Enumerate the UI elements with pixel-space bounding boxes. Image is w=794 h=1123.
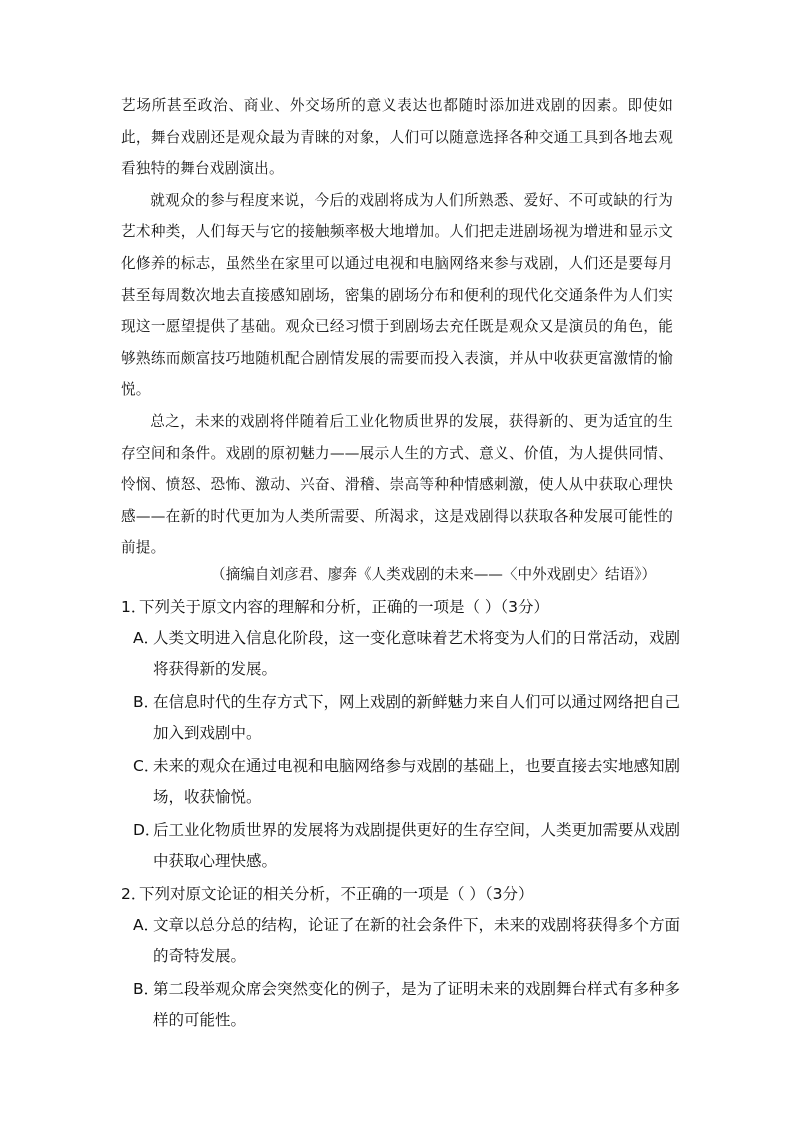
option-text: 第二段举观众席会突然变化的例子，是为了证明未来的戏剧舞台样式有多种多样的可能性。 xyxy=(153,980,681,1029)
option-b[interactable] xyxy=(133,974,681,1036)
passage-paragraph-1: 艺场所甚至政治、商业、外交场所的意义表达也都随时添加进戏剧的因素。即使如此，舞台戏剧还是观众最为青睐的对象，人们可以随意选择各种交通工具到各地去观看独特的舞台戏剧演出。 xyxy=(121,97,673,178)
option-a[interactable] xyxy=(133,910,681,972)
passage-paragraph-3: 总之，未来的戏剧将伴随着后工业化物质世界的发展，获得新的、更为适宜的生存空间和条件。戏剧的原初魅力——展示人生的方式、意义、价值，为人提供同情、怜悯、愤怒、恐怖、激动、兴奋、滑稽、崇高等种种情感刺激，使人从中获取心理快感——在新的时代更加为人类所需要、所渴求，这是戏剧得以获取各种发展可能性的前提。 xyxy=(121,412,673,557)
question-number: 2． xyxy=(121,885,147,903)
option-c[interactable] xyxy=(133,751,681,813)
reading-passage xyxy=(121,90,673,564)
question-stem xyxy=(121,592,681,623)
option-letter: A． xyxy=(133,916,160,934)
option-d[interactable] xyxy=(133,815,681,877)
question-stem xyxy=(121,879,681,910)
option-text: 在信息时代的生存方式下，网上戏剧的新鲜魅力来自人们可以通过网络把自己加入到戏剧中。 xyxy=(153,693,681,742)
question-list xyxy=(121,592,681,1038)
option-letter: D． xyxy=(133,821,161,839)
passage-source: （摘编自刘彦君、廖奔《人类戏剧的未来——〈中外戏剧史〉结语》） xyxy=(211,566,657,583)
option-letter: A． xyxy=(133,629,160,647)
option-b[interactable] xyxy=(133,687,681,749)
option-a[interactable] xyxy=(133,623,681,685)
question-2 xyxy=(121,879,681,1036)
option-letter: B． xyxy=(133,693,160,711)
option-letter: B． xyxy=(133,980,160,998)
option-text: 文章以总分总的结构，论证了在新的社会条件下，未来的戏剧将获得多个方面的奇特发展。 xyxy=(153,916,681,965)
passage-paragraph-2: 就观众的参与程度来说，今后的戏剧将成为人们所熟悉、爱好、不可或缺的行为艺术种类，人们每天与它的接触频率极大地增加。人们把走进剧场视为增进和显示文化修养的标志，虽然坐在家里可以通过电视和电脑网络来参与戏剧，人们还是要每月甚至每周数次地去直接感知剧场，密集的剧场分布和便利的现代化交通条件为人们实现这一愿望提供了基础。观众已经习惯于到剧场去充任既是观众又是演员的角色，能够熟练而颇富技巧地随机配合剧情发展的需要而投入表演，并从中收获更富激情的愉悦。 xyxy=(121,191,673,399)
option-text: 后工业化物质世界的发展将为戏剧提供更好的生存空间，人类更加需要从戏剧中获取心理快感。 xyxy=(153,821,681,870)
question-1 xyxy=(121,592,681,877)
option-text: 未来的观众在通过电视和电脑网络参与戏剧的基础上，也要直接去实地感知剧场，收获愉悦。 xyxy=(153,757,681,806)
question-text: 下列关于原文内容的理解和分析，正确的一项是（ ）（3分） xyxy=(139,598,550,616)
question-text: 下列对原文论证的相关分析，不正确的一项是（ ）（3分） xyxy=(139,885,534,903)
question-number: 1． xyxy=(121,598,147,616)
option-letter: C． xyxy=(133,757,160,775)
option-text: 人类文明进入信息化阶段，这一变化意味着艺术将变为人们的日常活动，戏剧将获得新的发展。 xyxy=(153,629,681,678)
